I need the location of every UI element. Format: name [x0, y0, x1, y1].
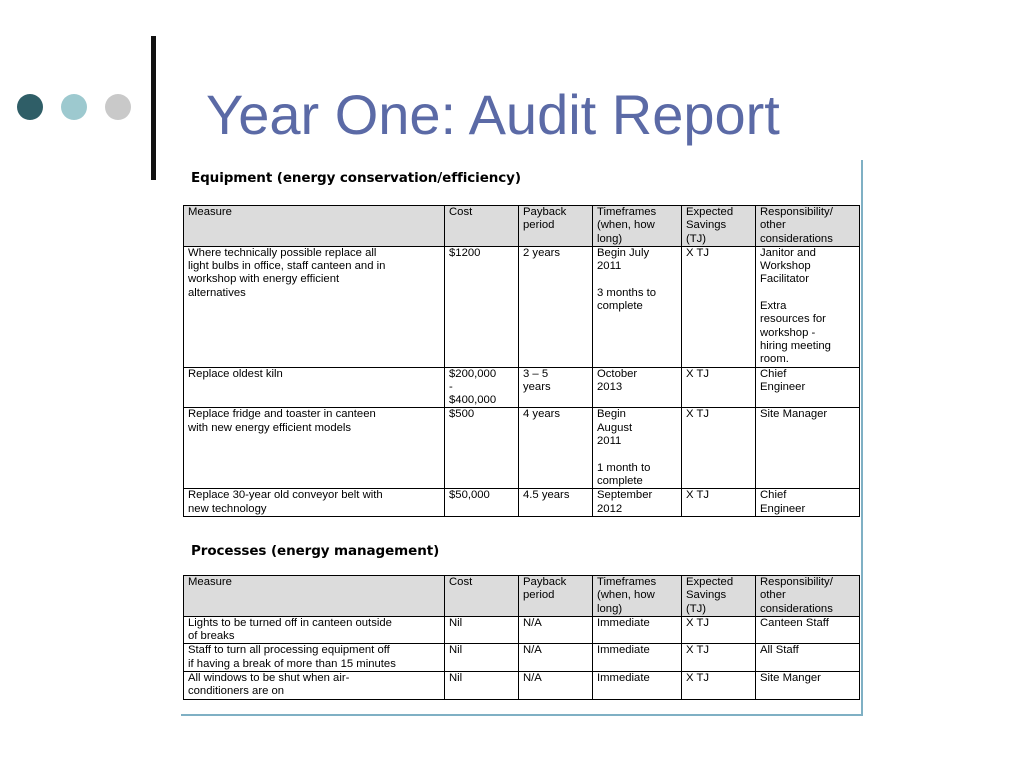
cell-timeframe: Immediate: [593, 672, 682, 700]
cell-payback: N/A: [519, 616, 593, 644]
header-cost: Cost: [445, 206, 519, 247]
audit-document: [181, 160, 863, 716]
cell-responsibility: All Staff: [756, 644, 860, 672]
slide-title: Year One: Audit Report: [206, 83, 780, 146]
cell-responsibility: Canteen Staff: [756, 616, 860, 644]
cell-measure: Where technically possible replace all light bulbs in office, staff canteen and in workshop with energy efficient alternatives: [184, 246, 445, 367]
table-row: [184, 367, 860, 408]
cell-savings: X TJ: [682, 408, 756, 489]
cell-payback: N/A: [519, 644, 593, 672]
cell-responsibility: Janitor and Workshop Facilitator Extra resources for workshop - hiring meeting room.: [756, 246, 860, 367]
cell-savings: X TJ: [682, 672, 756, 700]
table-row: [184, 644, 860, 672]
cell-cost: Nil: [445, 616, 519, 644]
title-divider: [151, 36, 156, 180]
processes-header-row: [184, 576, 860, 617]
cell-timeframe: September 2012: [593, 489, 682, 517]
header-responsibility: Responsibility/ other considerations: [756, 576, 860, 617]
cell-savings: X TJ: [682, 367, 756, 408]
cell-cost: $500: [445, 408, 519, 489]
cell-payback: 4.5 years: [519, 489, 593, 517]
table-row: [184, 616, 860, 644]
cell-measure: Replace 30-year old conveyor belt with new technology: [184, 489, 445, 517]
header-payback: Payback period: [519, 576, 593, 617]
cell-savings: X TJ: [682, 644, 756, 672]
cell-cost: Nil: [445, 644, 519, 672]
table-row: [184, 672, 860, 700]
header-measure: Measure: [184, 206, 445, 247]
cell-measure: Staff to turn all processing equipment off if having a break of more than 15 minutes: [184, 644, 445, 672]
header-cost: Cost: [445, 576, 519, 617]
header-timeframes: Timeframes (when, how long): [593, 206, 682, 247]
cell-timeframe: Immediate: [593, 644, 682, 672]
cell-payback: 4 years: [519, 408, 593, 489]
cell-responsibility: Site Manager: [756, 408, 860, 489]
cell-savings: X TJ: [682, 246, 756, 367]
processes-table: [183, 575, 860, 700]
equipment-header-row: [184, 206, 860, 247]
cell-measure: Lights to be turned off in canteen outside of breaks: [184, 616, 445, 644]
header-payback: Payback period: [519, 206, 593, 247]
cell-measure: Replace fridge and toaster in canteen with new energy efficient models: [184, 408, 445, 489]
header-timeframes: Timeframes (when, how long): [593, 576, 682, 617]
cell-savings: X TJ: [682, 489, 756, 517]
cell-cost: $200,000 - $400,000: [445, 367, 519, 408]
cell-measure: Replace oldest kiln: [184, 367, 445, 408]
table-row: [184, 489, 860, 517]
decorative-dot-dark: [17, 94, 43, 120]
header-savings: Expected Savings (TJ): [682, 206, 756, 247]
cell-savings: X TJ: [682, 616, 756, 644]
cell-timeframe: October 2013: [593, 367, 682, 408]
cell-timeframe: Begin July 2011 3 months to complete: [593, 246, 682, 367]
equipment-heading: Equipment (energy conservation/efficiency): [191, 170, 521, 186]
cell-payback: 3 – 5 years: [519, 367, 593, 408]
cell-timeframe: Immediate: [593, 616, 682, 644]
table-row: [184, 408, 860, 489]
header-responsibility: Responsibility/ other considerations: [756, 206, 860, 247]
cell-timeframe: Begin August 2011 1 month to complete: [593, 408, 682, 489]
cell-cost: $50,000: [445, 489, 519, 517]
cell-measure: All windows to be shut when air- conditioners are on: [184, 672, 445, 700]
cell-cost: $1200: [445, 246, 519, 367]
cell-payback: N/A: [519, 672, 593, 700]
decorative-dot-gray: [105, 94, 131, 120]
cell-payback: 2 years: [519, 246, 593, 367]
cell-responsibility: Chief Engineer: [756, 367, 860, 408]
decorative-dot-light: [61, 94, 87, 120]
cell-responsibility: Site Manger: [756, 672, 860, 700]
processes-heading: Processes (energy management): [191, 543, 440, 559]
cell-responsibility: Chief Engineer: [756, 489, 860, 517]
table-row: [184, 246, 860, 367]
cell-cost: Nil: [445, 672, 519, 700]
equipment-table: [183, 205, 860, 517]
header-measure: Measure: [184, 576, 445, 617]
header-savings: Expected Savings (TJ): [682, 576, 756, 617]
